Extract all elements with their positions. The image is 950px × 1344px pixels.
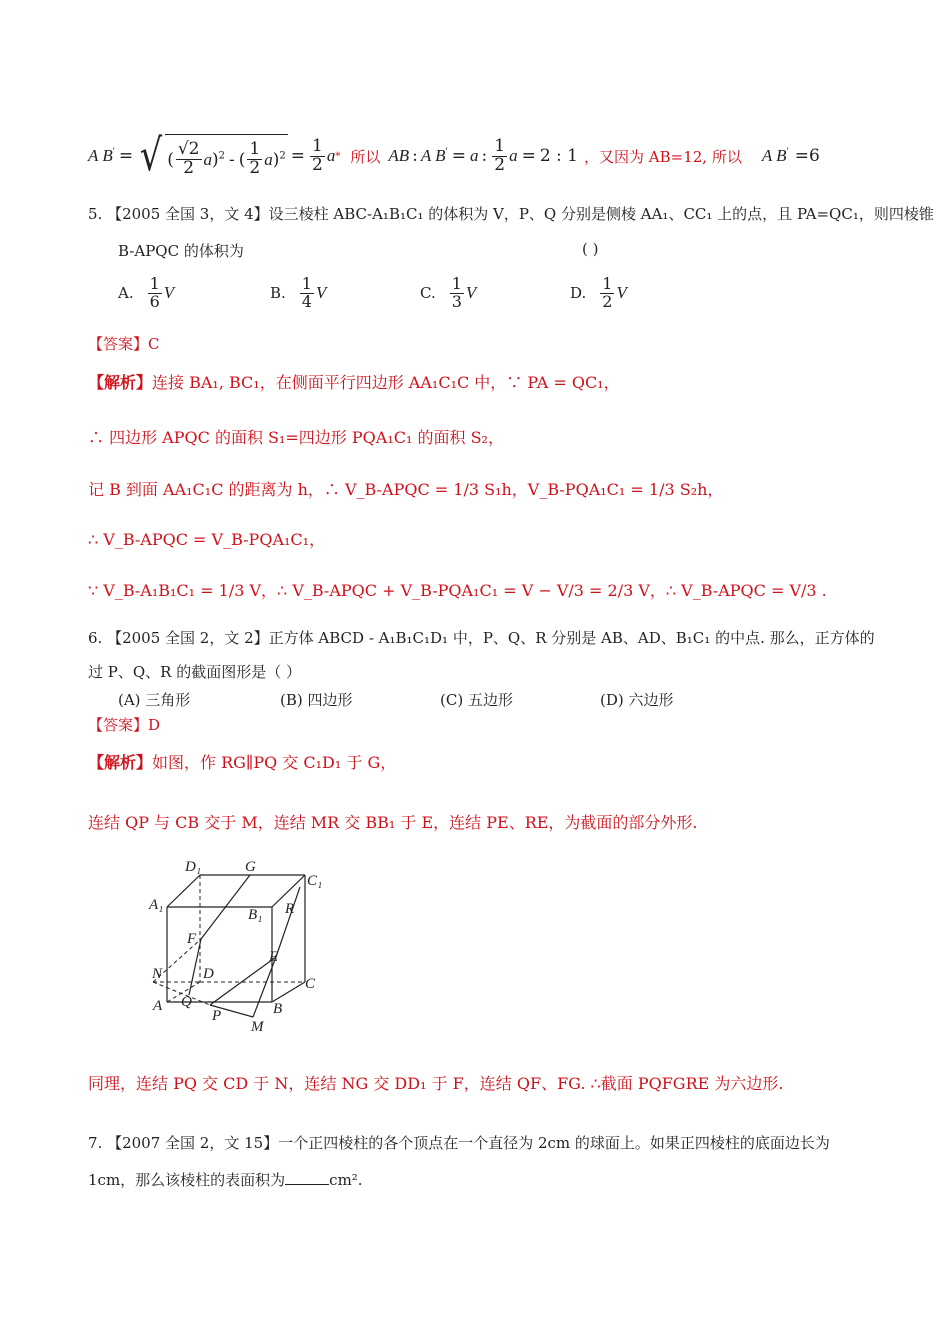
q7-answer-blank[interactable] bbox=[285, 1170, 329, 1185]
formula-lhs: A B′ bbox=[88, 146, 115, 165]
q5-stem-line2: B-APQC 的体积为 bbox=[118, 242, 244, 260]
q5-option-b: B. $\frac{1}{4}$ V bbox=[270, 274, 327, 311]
q6-stem-line2: 过 P、Q、R 的截面图形是（ ） bbox=[88, 663, 301, 681]
label-A: A bbox=[153, 998, 163, 1014]
q6-option-c: (C) 五边形 bbox=[440, 691, 513, 709]
q5-answer: 【答案】C bbox=[88, 335, 160, 353]
label-G: G bbox=[245, 859, 256, 875]
q6-analysis-line3: 同理，连结 PQ 交 CD 于 N，连结 NG 交 DD₁ 于 F，连结 QF、FG. ∴截面 PQFGRE 为六边形. bbox=[88, 1074, 784, 1093]
label-Q: Q bbox=[181, 994, 192, 1010]
label-B1: B₁ bbox=[248, 907, 263, 923]
q5-analysis-line5: ∵ V_B-A₁B₁C₁ = 1/3 V，∴ V_B-APQC + V_B-PQA₁C₁ = V − V/3 = 2/3 V，∴ V_B-APQC = V/3 . bbox=[88, 581, 827, 600]
q6-option-d: (D) 六边形 bbox=[600, 691, 674, 709]
label-D1: D₁ bbox=[185, 859, 202, 875]
label-R: R bbox=[285, 901, 295, 917]
label-M: M bbox=[251, 1019, 264, 1035]
q5-analysis-line3: 记 B 到面 AA₁C₁C 的距离为 h，∴ V_B-APQC = 1/3 S₁h，V_B-PQA₁C₁ = 1/3 S₂h， bbox=[88, 480, 724, 499]
label-A1: A₁ bbox=[149, 897, 164, 913]
label-E: E bbox=[269, 949, 279, 965]
label-P: P bbox=[212, 1008, 222, 1024]
q5-stem-line1: 5. 【2005 全国 3，文 4】设三棱柱 ABC-A₁B₁C₁ 的体积为 V，P、Q 分别是侧棱 AA₁、CC₁ 上的点，且 PA=QC₁，则四棱锥 bbox=[88, 205, 934, 223]
sqrt-expression: √ ( $\frac{√2}{2}$ a )$^2$ - ( $\frac{1}{2}$ a )$^2$ bbox=[139, 130, 286, 181]
q7-line2: 1cm，那么该棱柱的表面积为 cm². bbox=[88, 1171, 363, 1189]
q6-stem-line1: 6. 【2005 全国 2，文 2】正方体 ABCD - A₁B₁C₁D₁ 中，P、Q、R 分别是 AB、AD、B₁C₁ 的中点. 那么，正方体的 bbox=[88, 629, 875, 647]
label-N: N bbox=[152, 966, 163, 982]
suoyi-label: 所以 bbox=[350, 147, 381, 166]
label-C: C bbox=[305, 976, 316, 992]
label-D: D bbox=[203, 966, 214, 982]
q6-answer: 【答案】D bbox=[88, 716, 161, 734]
cube-figure bbox=[145, 857, 345, 1037]
label-B: B bbox=[273, 1001, 283, 1017]
q7-line1: 7. 【2007 全国 2，文 15】一个正四棱柱的各个顶点在一个直径为 2cm 的球面上。如果正四棱柱的底面边长为 bbox=[88, 1134, 830, 1152]
label-C1: C₁ bbox=[307, 873, 323, 889]
q5-analysis-line1: 【解析】连接 BA₁, BC₁，在侧面平行四边形 AA₁C₁C 中，∵ PA = QC₁， bbox=[88, 373, 620, 392]
youyin-label: 又因为 AB=12, 所以 bbox=[599, 147, 742, 166]
label-F: F bbox=[187, 931, 197, 947]
q5-paren: ( ) bbox=[582, 240, 599, 258]
q6-analysis-line1: 【解析】如图，作 RG∥PQ 交 C₁D₁ 于 G， bbox=[88, 753, 397, 772]
q5-analysis-line2: ∴ 四边形 APQC 的面积 S₁=四边形 PQA₁C₁ 的面积 S₂， bbox=[88, 428, 504, 447]
q5-option-c: C. $\frac{1}{3}$ V bbox=[420, 274, 477, 311]
q6-analysis-line2: 连结 QP 与 CB 交于 M，连结 MR 交 BB₁ 于 E，连结 PE、RE，为截面的部分外形. bbox=[88, 813, 698, 832]
q6-option-a: (A) 三角形 bbox=[118, 691, 191, 709]
q5-option-a: A. $\frac{1}{6}$ V bbox=[118, 274, 175, 311]
q5-analysis-line4: ∴ V_B-APQC = V_B-PQA₁C₁， bbox=[88, 530, 326, 549]
q6-option-b: (B) 四边形 bbox=[280, 691, 353, 709]
top-formula-line: A B′ = √ ( $\frac{√2}{2}$ a )$^2$ - ( $\frac{1}{2}$ a )$^2$ = $\frac{1}{2}$ a * 所以 AB : A B′ = a : $\frac{1}{2}$ a = 2 : 1 ， 又因为 AB=12, 所以 A B′ =6 bbox=[88, 130, 820, 181]
q5-option-d: D. $\frac{1}{2}$ V bbox=[570, 274, 627, 311]
